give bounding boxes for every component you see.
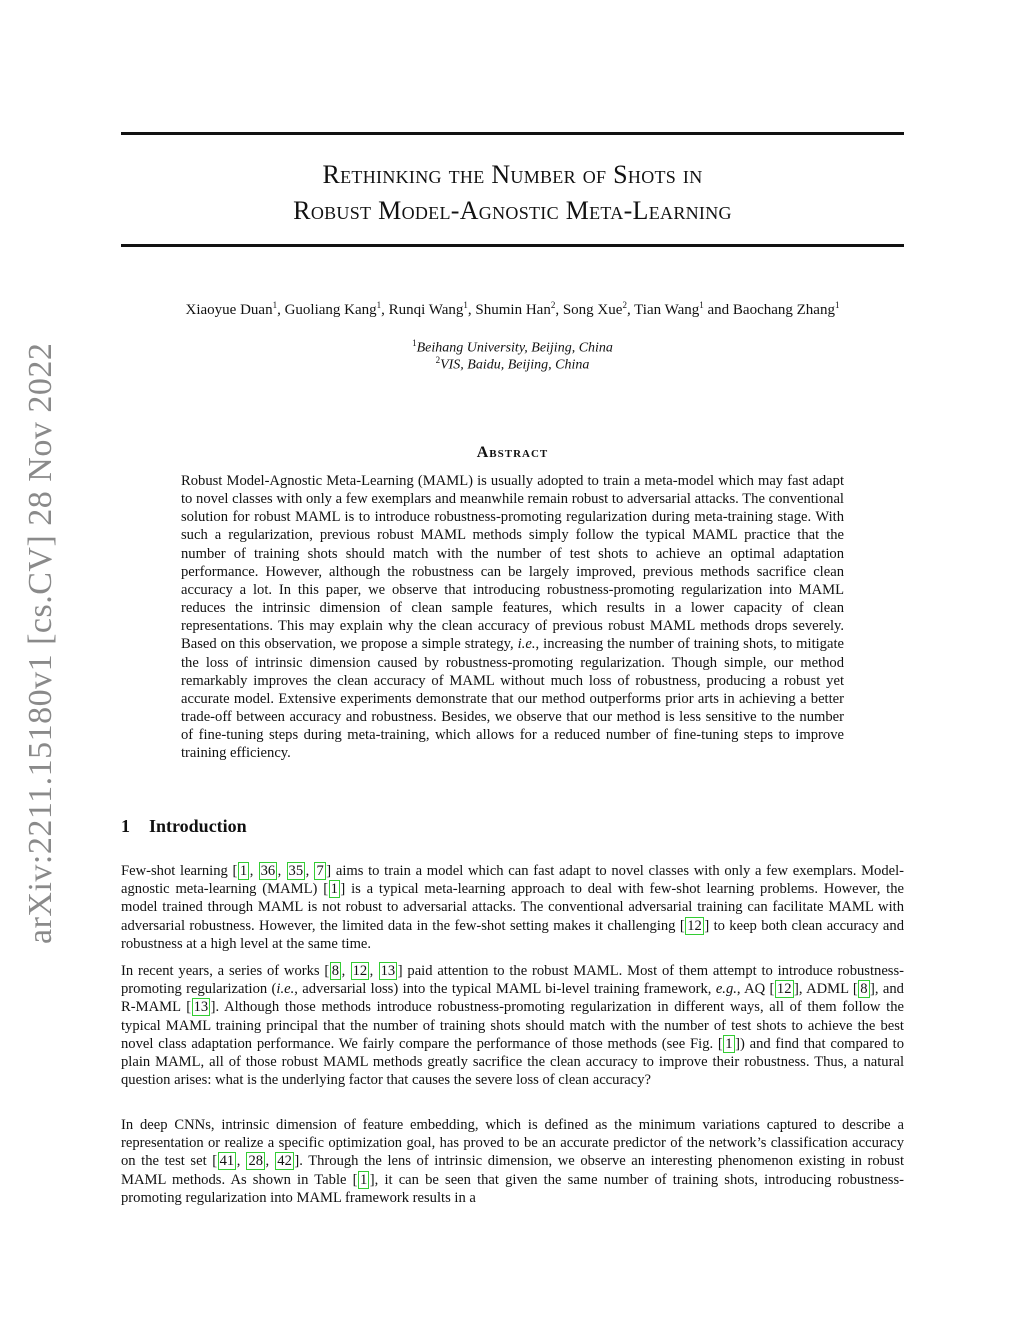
- section-number: 1: [121, 816, 130, 836]
- title-word-initial: L: [632, 196, 649, 225]
- author-affiliation-mark: 1: [699, 300, 704, 310]
- citation-link[interactable]: 42: [277, 1153, 292, 1170]
- abstract-heading: Abstract: [476, 444, 549, 461]
- italic-term: e.g.: [715, 981, 737, 998]
- author-name: Tian Wang: [634, 302, 700, 318]
- citation-link[interactable]: 1: [725, 1035, 733, 1052]
- affiliation-2-number: 2: [435, 355, 441, 365]
- affiliation-2: [121, 355, 904, 374]
- title-word-initial: R: [293, 196, 311, 225]
- paper-title-line-1: [121, 160, 904, 190]
- citation-link[interactable]: 12: [352, 963, 368, 979]
- title-rule-bottom: [121, 244, 904, 247]
- citation-link[interactable]: 12: [776, 981, 792, 998]
- author-name: Guoliang Kang: [284, 302, 377, 318]
- citation-link[interactable]: 12: [687, 917, 702, 934]
- title-word-initial: S: [613, 160, 628, 189]
- abstract-italic: i.e.: [517, 636, 536, 653]
- paper-title-line-2: [121, 196, 904, 226]
- citation-link[interactable]: 28: [248, 1153, 264, 1170]
- title-word-initial: A: [459, 196, 479, 225]
- title-word-rest: odel-: [401, 196, 460, 225]
- title-word-rest: eta-: [589, 196, 633, 225]
- intro-paragraph-2: In recent years, a series of works [ 8 , 12 , 13 ] paid attention to the robust MAML. Most of them attempt to introduce robustness-promoting regularization (i.e., adversarial loss) into the typical MAML bi-level training framework, e.g., AQ [ 12 ], ADML [ 8 ], and R-MAML [ 13 ]. Although those methods introduce robustness-promoting regularization in different ways, all of them follow the typical MAML training principal that the number of training shots should match with the number of test shots to achieve the best novel class adaptation performance. We fairly compare the performance of those methods (see Fig. [ 1 ]) and find that compared to plain MAML, all of those robust MAML methods greatly sacrifice the clean accuracy to improve their robustness. Thus, a natural question arises: what is the underlying factor that causes the severe loss of clean accuracy?: [121, 963, 905, 1089]
- author-list: Xiaoyue Duan$^1$, Guoliang Kang$^1$, Runqi Wang$^1$, Shumin Han$^2$, Song Xue$^2$, Tian Wang$^1$ and Baochang Zhang$^1$: [185, 300, 840, 318]
- citation-link[interactable]: 41: [219, 1153, 235, 1170]
- affiliation-1-text: Beihang University, Beijing, China: [416, 340, 613, 356]
- affiliation-1-number: 1: [412, 338, 417, 348]
- author-affiliation-mark: 1: [376, 300, 382, 310]
- title-word-rest: ethinking the: [340, 160, 492, 189]
- intro-paragraph-3: In deep CNNs, intrinsic dimension of feature embedding, which is defined as the minimum variations captured to describe a representation or realize a specific optimization goal, has proved to be an accurate predictor of the network’s classification accuracy on the test set [ 41 , 28 , 42 ]. Through the lens of intrinsic dimension, we observe an interesting phenomenon existing in robust MAML methods. As shown in Table [ 1 ], it can be seen that given the same number of training shots, introducing robustness-promoting regularization into MAML framework results in a: [121, 1117, 905, 1206]
- title-word-initial: N: [491, 160, 511, 189]
- title-word-initial: M: [378, 196, 402, 225]
- citation-link[interactable]: 13: [193, 999, 209, 1016]
- intro-paragraph-1: Few-shot learning [ 1 , 36 , 35 , 7 ] aims to train a model which can fast adapt to novel classes with only a few exemplars. Model-agnostic meta-learning (MAML) [ 1 ] is a typical meta-learning approach to deal with few-shot learning problems. However, the model trained through MAML is not robust to adversarial attacks. The conventional adversarial training can facilitate MAML with adversarial robustness. However, the limited data in the few-shot setting makes it challenging [ 12 ] to keep both clean accuracy and robustness at a high level at the same time.: [121, 863, 905, 952]
- affiliation-2-text: VIS, Baidu, Beijing, China: [440, 357, 590, 373]
- italic-term: i.e.: [276, 981, 295, 998]
- author-name: Runqi Wang: [388, 302, 464, 318]
- author-affiliation-mark: 1: [463, 300, 468, 310]
- author-affiliation-mark: 2: [622, 300, 627, 310]
- title-word-rest: umber of: [510, 160, 614, 189]
- citation-link[interactable]: 1: [330, 881, 338, 898]
- citation-link[interactable]: 8: [860, 981, 868, 998]
- author-name: Baochang Zhang: [732, 302, 835, 318]
- section-title: Introduction: [149, 816, 247, 836]
- arxiv-identifier-stamp: arXiv:2211.15180v1 [cs.CV] 28 Nov 2022: [22, 342, 59, 944]
- title-word-initial: R: [322, 160, 341, 189]
- citation-link[interactable]: 7: [316, 863, 324, 879]
- citation-link[interactable]: 35: [288, 863, 304, 879]
- title-word-rest: obust: [310, 196, 379, 225]
- author-affiliation-mark: 1: [834, 300, 840, 310]
- citation-link[interactable]: 1: [239, 863, 248, 879]
- author-name: Xiaoyue Duan: [185, 302, 273, 318]
- citation-link[interactable]: 1: [360, 1171, 368, 1188]
- author-affiliation-mark: 1: [272, 300, 278, 310]
- title-rule-top: [121, 132, 904, 135]
- abstract-body: Robust Model-Agnostic Meta-Learning (MAML) is usually adopted to train a meta-model which may fast adapt to novel classes with only a few exemplars and meanwhile remain robust to adversarial attacks. The conventional solution for robust MAML is to introduce robustness-promoting regularization during meta-training stage. With such a regularization, previous robust MAML methods simply follow the typical MAML practice that the number of training shots should match with the number of test shots to achieve an optimal adaptation performance. However, although the robustness can be largely improved, previous methods sacrifice clean accuracy a lot. In this paper, we observe that introducing robustness-promoting regularization into MAML reduces the intrinsic dimension of clean sample features, which results in a lower capacity of clean representations. This may explain why the clean accuracy of previous robust MAML methods drops severely. Based on this observation, we propose a simple strategy, i.e., increasing the number of training shots, to mitigate the loss of intrinsic dimension caused by robustness-promoting regularization. Though simple, our method remarkably improves the clean accuracy of MAML without much loss of robustness, producing a robust yet accurate model. Extensive experiments demonstrate that our method outperforms prior arts in achieving a better trade-off between accuracy and robustness. Besides, we observe that our method is less sensitive to the number of fine-tuning steps during meta-training, which allows for a reduced number of fine-tuning steps to improve training efficiency.: [181, 473, 844, 762]
- title-word-rest: gnostic: [478, 196, 566, 225]
- title-word-initial: M: [565, 196, 590, 225]
- title-word-rest: hots in: [627, 160, 703, 189]
- citation-link[interactable]: 13: [380, 963, 396, 979]
- author-affiliation-mark: 2: [550, 300, 556, 310]
- author-name: Song Xue: [562, 302, 623, 318]
- citation-link[interactable]: 36: [260, 863, 276, 879]
- title-word-rest: earning: [648, 196, 732, 225]
- affiliation-1: [121, 338, 904, 357]
- section-heading-introduction: [121, 816, 247, 837]
- author-name: Shumin Han: [475, 302, 551, 318]
- citation-link[interactable]: 8: [331, 963, 340, 979]
